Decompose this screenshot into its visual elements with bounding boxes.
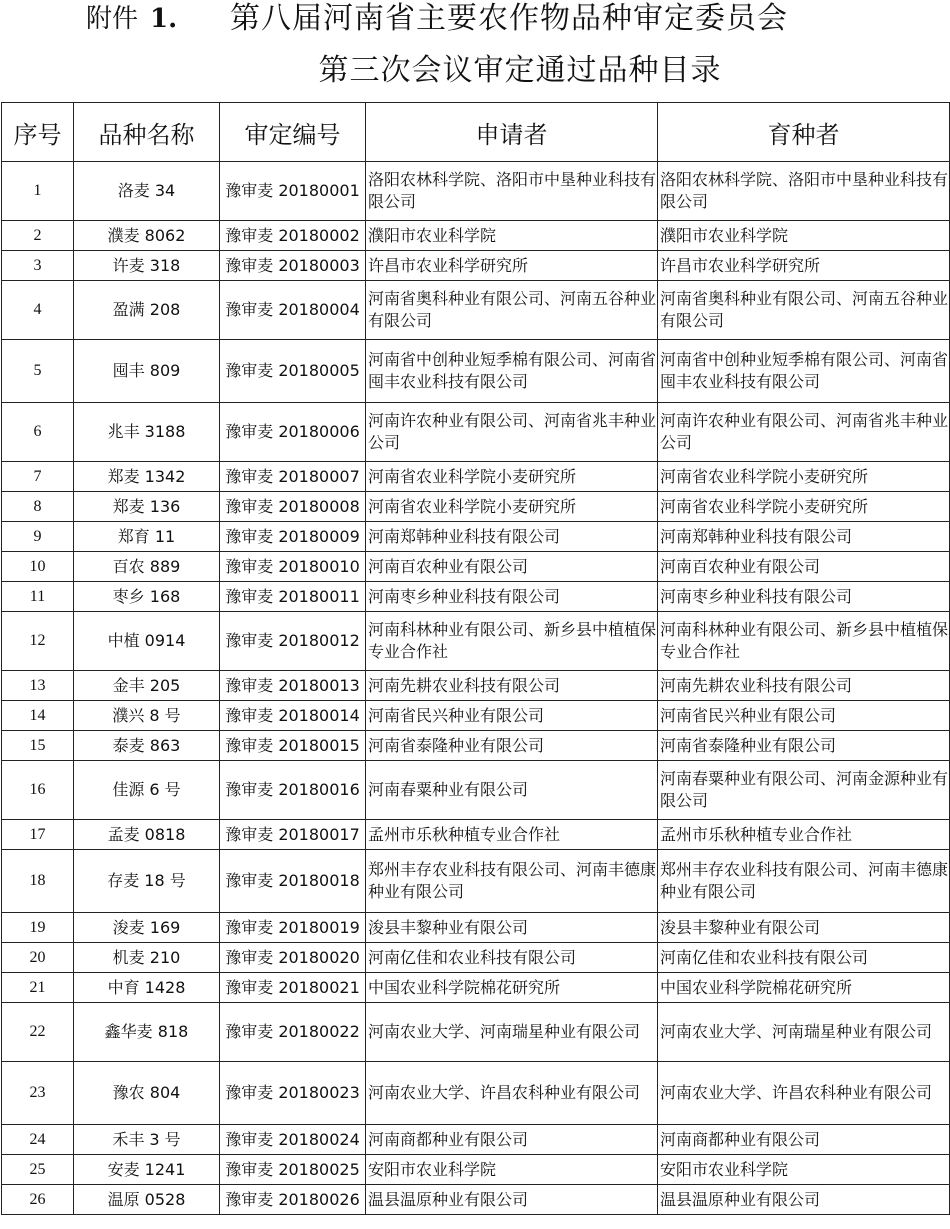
variety-name-cell: 囤丰 809 (74, 340, 220, 403)
breeder-cell: 河南亿佳和农业科技有限公司 (658, 943, 950, 973)
applicant-cell: 河南省农业科学院小麦研究所 (366, 492, 658, 522)
table-row (2, 251, 950, 281)
variety-name-cell: 豫农 804 (74, 1062, 220, 1125)
table-row (2, 850, 950, 913)
approval-number-cell: 豫审麦 20180009 (220, 522, 366, 552)
document-subtitle: 第三次会议审定通过品种目录 (318, 53, 722, 88)
row-index-cell: 6 (2, 403, 74, 462)
approval-number-cell: 豫审麦 20180026 (220, 1185, 366, 1215)
row-index-cell: 17 (2, 820, 74, 850)
applicant-cell: 河南科林种业有限公司、新乡县中植植保专业合作社 (366, 612, 658, 671)
header-breeder: 育种者 (658, 103, 950, 162)
variety-name-cell: 存麦 18 号 (74, 850, 220, 913)
variety-name-cell: 金丰 205 (74, 671, 220, 701)
row-index-cell: 14 (2, 701, 74, 731)
variety-name-cell: 泰麦 863 (74, 731, 220, 761)
applicant-cell: 河南省农业科学院小麦研究所 (366, 462, 658, 492)
header-index: 序号 (2, 103, 74, 162)
applicant-cell: 洛阳农林科学院、洛阳市中垦种业科技有限公司 (366, 162, 658, 221)
approval-number-cell: 豫审麦 20180021 (220, 973, 366, 1003)
breeder-cell: 河南枣乡种业科技有限公司 (658, 582, 950, 612)
variety-name-cell: 温原 0528 (74, 1185, 220, 1215)
breeder-cell: 孟州市乐秋种植专业合作社 (658, 820, 950, 850)
breeder-cell: 河南省农业科学院小麦研究所 (658, 462, 950, 492)
table-row (2, 701, 950, 731)
breeder-cell: 河南郑韩种业科技有限公司 (658, 522, 950, 552)
breeder-cell: 河南百农种业有限公司 (658, 552, 950, 582)
breeder-cell: 濮阳市农业科学院 (658, 221, 950, 251)
variety-name-cell: 枣乡 168 (74, 582, 220, 612)
applicant-cell: 河南商都种业有限公司 (366, 1125, 658, 1155)
row-index-cell: 12 (2, 612, 74, 671)
applicant-cell: 安阳市农业科学院 (366, 1155, 658, 1185)
table-row (2, 281, 950, 340)
row-index-cell: 4 (2, 281, 74, 340)
breeder-cell: 河南先耕农业科技有限公司 (658, 671, 950, 701)
approval-number-cell: 豫审麦 20180023 (220, 1062, 366, 1125)
variety-name-cell: 盈满 208 (74, 281, 220, 340)
row-index-cell: 26 (2, 1185, 74, 1215)
breeder-cell: 河南农业大学、许昌农科种业有限公司 (658, 1062, 950, 1125)
approval-number-cell: 豫审麦 20180019 (220, 913, 366, 943)
approval-number-cell: 豫审麦 20180012 (220, 612, 366, 671)
applicant-cell: 河南农业大学、河南瑞星种业有限公司 (366, 1003, 658, 1062)
header-variety-name: 品种名称 (74, 103, 220, 162)
approval-number-cell: 豫审麦 20180018 (220, 850, 366, 913)
table-body (2, 162, 950, 1215)
variety-name-cell: 郑麦 136 (74, 492, 220, 522)
table-header-row (2, 103, 950, 162)
approval-number-cell: 豫审麦 20180004 (220, 281, 366, 340)
variety-name-cell: 郑育 11 (74, 522, 220, 552)
table-row (2, 462, 950, 492)
row-index-cell: 3 (2, 251, 74, 281)
attachment-number: 1. (150, 4, 178, 34)
row-index-cell: 11 (2, 582, 74, 612)
approval-number-cell: 豫审麦 20180011 (220, 582, 366, 612)
applicant-cell: 许昌市农业科学研究所 (366, 251, 658, 281)
variety-name-cell: 鑫华麦 818 (74, 1003, 220, 1062)
approval-number-cell: 豫审麦 20180015 (220, 731, 366, 761)
variety-name-cell: 中育 1428 (74, 973, 220, 1003)
approval-number-cell: 豫审麦 20180010 (220, 552, 366, 582)
applicant-cell: 濮阳市农业科学院 (366, 221, 658, 251)
variety-name-cell: 兆丰 3188 (74, 403, 220, 462)
variety-name-cell: 浚麦 169 (74, 913, 220, 943)
applicant-cell: 河南枣乡种业科技有限公司 (366, 582, 658, 612)
variety-name-cell: 禾丰 3 号 (74, 1125, 220, 1155)
table-row (2, 761, 950, 820)
document-title-row (0, 0, 950, 44)
approval-number-cell: 豫审麦 20180008 (220, 492, 366, 522)
row-index-cell: 18 (2, 850, 74, 913)
row-index-cell: 8 (2, 492, 74, 522)
breeder-cell: 河南农业大学、河南瑞星种业有限公司 (658, 1003, 950, 1062)
table-row (2, 731, 950, 761)
row-index-cell: 9 (2, 522, 74, 552)
row-index-cell: 7 (2, 462, 74, 492)
table-row (2, 1155, 950, 1185)
approval-number-cell: 豫审麦 20180024 (220, 1125, 366, 1155)
applicant-cell: 河南省泰隆种业有限公司 (366, 731, 658, 761)
row-index-cell: 20 (2, 943, 74, 973)
table-row (2, 162, 950, 221)
table-row (2, 943, 950, 973)
table-row (2, 973, 950, 1003)
row-index-cell: 5 (2, 340, 74, 403)
row-index-cell: 19 (2, 913, 74, 943)
document-title: 第八届河南省主要农作物品种审定委员会 (230, 1, 788, 36)
breeder-cell: 河南春粟种业有限公司、河南金源种业有限公司 (658, 761, 950, 820)
approval-number-cell: 豫审麦 20180003 (220, 251, 366, 281)
applicant-cell: 温县温原种业有限公司 (366, 1185, 658, 1215)
breeder-cell: 河南省泰隆种业有限公司 (658, 731, 950, 761)
applicant-cell: 河南农业大学、许昌农科种业有限公司 (366, 1062, 658, 1125)
row-index-cell: 25 (2, 1155, 74, 1185)
applicant-cell: 河南亿佳和农业科技有限公司 (366, 943, 658, 973)
breeder-cell: 河南省奥科种业有限公司、河南五谷种业有限公司 (658, 281, 950, 340)
table-row (2, 671, 950, 701)
approval-number-cell: 豫审麦 20180014 (220, 701, 366, 731)
approval-number-cell: 豫审麦 20180020 (220, 943, 366, 973)
breeder-cell: 许昌市农业科学研究所 (658, 251, 950, 281)
table-row (2, 340, 950, 403)
approval-number-cell: 豫审麦 20180002 (220, 221, 366, 251)
row-index-cell: 24 (2, 1125, 74, 1155)
approval-number-cell: 豫审麦 20180006 (220, 403, 366, 462)
variety-name-cell: 安麦 1241 (74, 1155, 220, 1185)
approval-number-cell: 豫审麦 20180005 (220, 340, 366, 403)
approval-number-cell: 豫审麦 20180022 (220, 1003, 366, 1062)
variety-name-cell: 孟麦 0818 (74, 820, 220, 850)
table-row (2, 612, 950, 671)
table-row (2, 492, 950, 522)
approval-number-cell: 豫审麦 20180013 (220, 671, 366, 701)
breeder-cell: 中国农业科学院棉花研究所 (658, 973, 950, 1003)
applicant-cell: 河南许农种业有限公司、河南省兆丰种业公司 (366, 403, 658, 462)
breeder-cell: 河南省民兴种业有限公司 (658, 701, 950, 731)
table-row (2, 820, 950, 850)
approval-number-cell: 豫审麦 20180017 (220, 820, 366, 850)
header-approval-number: 审定编号 (220, 103, 366, 162)
row-index-cell: 23 (2, 1062, 74, 1125)
row-index-cell: 2 (2, 221, 74, 251)
variety-name-cell: 机麦 210 (74, 943, 220, 973)
table-row (2, 1003, 950, 1062)
variety-name-cell: 百农 889 (74, 552, 220, 582)
breeder-cell: 安阳市农业科学院 (658, 1155, 950, 1185)
applicant-cell: 河南郑韩种业科技有限公司 (366, 522, 658, 552)
table-row (2, 913, 950, 943)
variety-table (1, 102, 950, 1215)
applicant-cell: 孟州市乐秋种植专业合作社 (366, 820, 658, 850)
applicant-cell: 河南春粟种业有限公司 (366, 761, 658, 820)
breeder-cell: 郑州丰存农业科技有限公司、河南丰德康种业有限公司 (658, 850, 950, 913)
applicant-cell: 河南百农种业有限公司 (366, 552, 658, 582)
breeder-cell: 河南省农业科学院小麦研究所 (658, 492, 950, 522)
table-row (2, 522, 950, 552)
variety-name-cell: 佳源 6 号 (74, 761, 220, 820)
breeder-cell: 温县温原种业有限公司 (658, 1185, 950, 1215)
breeder-cell: 河南商都种业有限公司 (658, 1125, 950, 1155)
row-index-cell: 21 (2, 973, 74, 1003)
variety-name-cell: 许麦 318 (74, 251, 220, 281)
header-applicant: 申请者 (366, 103, 658, 162)
variety-name-cell: 中植 0914 (74, 612, 220, 671)
row-index-cell: 15 (2, 731, 74, 761)
row-index-cell: 1 (2, 162, 74, 221)
table-row (2, 1062, 950, 1125)
table-row (2, 582, 950, 612)
variety-name-cell: 洛麦 34 (74, 162, 220, 221)
applicant-cell: 浚县丰黎种业有限公司 (366, 913, 658, 943)
row-index-cell: 16 (2, 761, 74, 820)
breeder-cell: 洛阳农林科学院、洛阳市中垦种业科技有限公司 (658, 162, 950, 221)
breeder-cell: 浚县丰黎种业有限公司 (658, 913, 950, 943)
row-index-cell: 22 (2, 1003, 74, 1062)
applicant-cell: 河南先耕农业科技有限公司 (366, 671, 658, 701)
variety-name-cell: 濮麦 8062 (74, 221, 220, 251)
approval-number-cell: 豫审麦 20180007 (220, 462, 366, 492)
approval-number-cell: 豫审麦 20180001 (220, 162, 366, 221)
variety-name-cell: 郑麦 1342 (74, 462, 220, 492)
applicant-cell: 郑州丰存农业科技有限公司、河南丰德康种业有限公司 (366, 850, 658, 913)
applicant-cell: 河南省中创种业短季棉有限公司、河南省囤丰农业科技有限公司 (366, 340, 658, 403)
variety-name-cell: 濮兴 8 号 (74, 701, 220, 731)
approval-number-cell: 豫审麦 20180025 (220, 1155, 366, 1185)
applicant-cell: 中国农业科学院棉花研究所 (366, 973, 658, 1003)
table-row (2, 221, 950, 251)
applicant-cell: 河南省民兴种业有限公司 (366, 701, 658, 731)
row-index-cell: 13 (2, 671, 74, 701)
breeder-cell: 河南科林种业有限公司、新乡县中植植保专业合作社 (658, 612, 950, 671)
row-index-cell: 10 (2, 552, 74, 582)
table-row (2, 552, 950, 582)
applicant-cell: 河南省奥科种业有限公司、河南五谷种业有限公司 (366, 281, 658, 340)
approval-number-cell: 豫审麦 20180016 (220, 761, 366, 820)
table-row (2, 403, 950, 462)
attachment-label: 附件 (86, 4, 139, 34)
table-row (2, 1185, 950, 1215)
breeder-cell: 河南许农种业有限公司、河南省兆丰种业公司 (658, 403, 950, 462)
breeder-cell: 河南省中创种业短季棉有限公司、河南省囤丰农业科技有限公司 (658, 340, 950, 403)
table-row (2, 1125, 950, 1155)
